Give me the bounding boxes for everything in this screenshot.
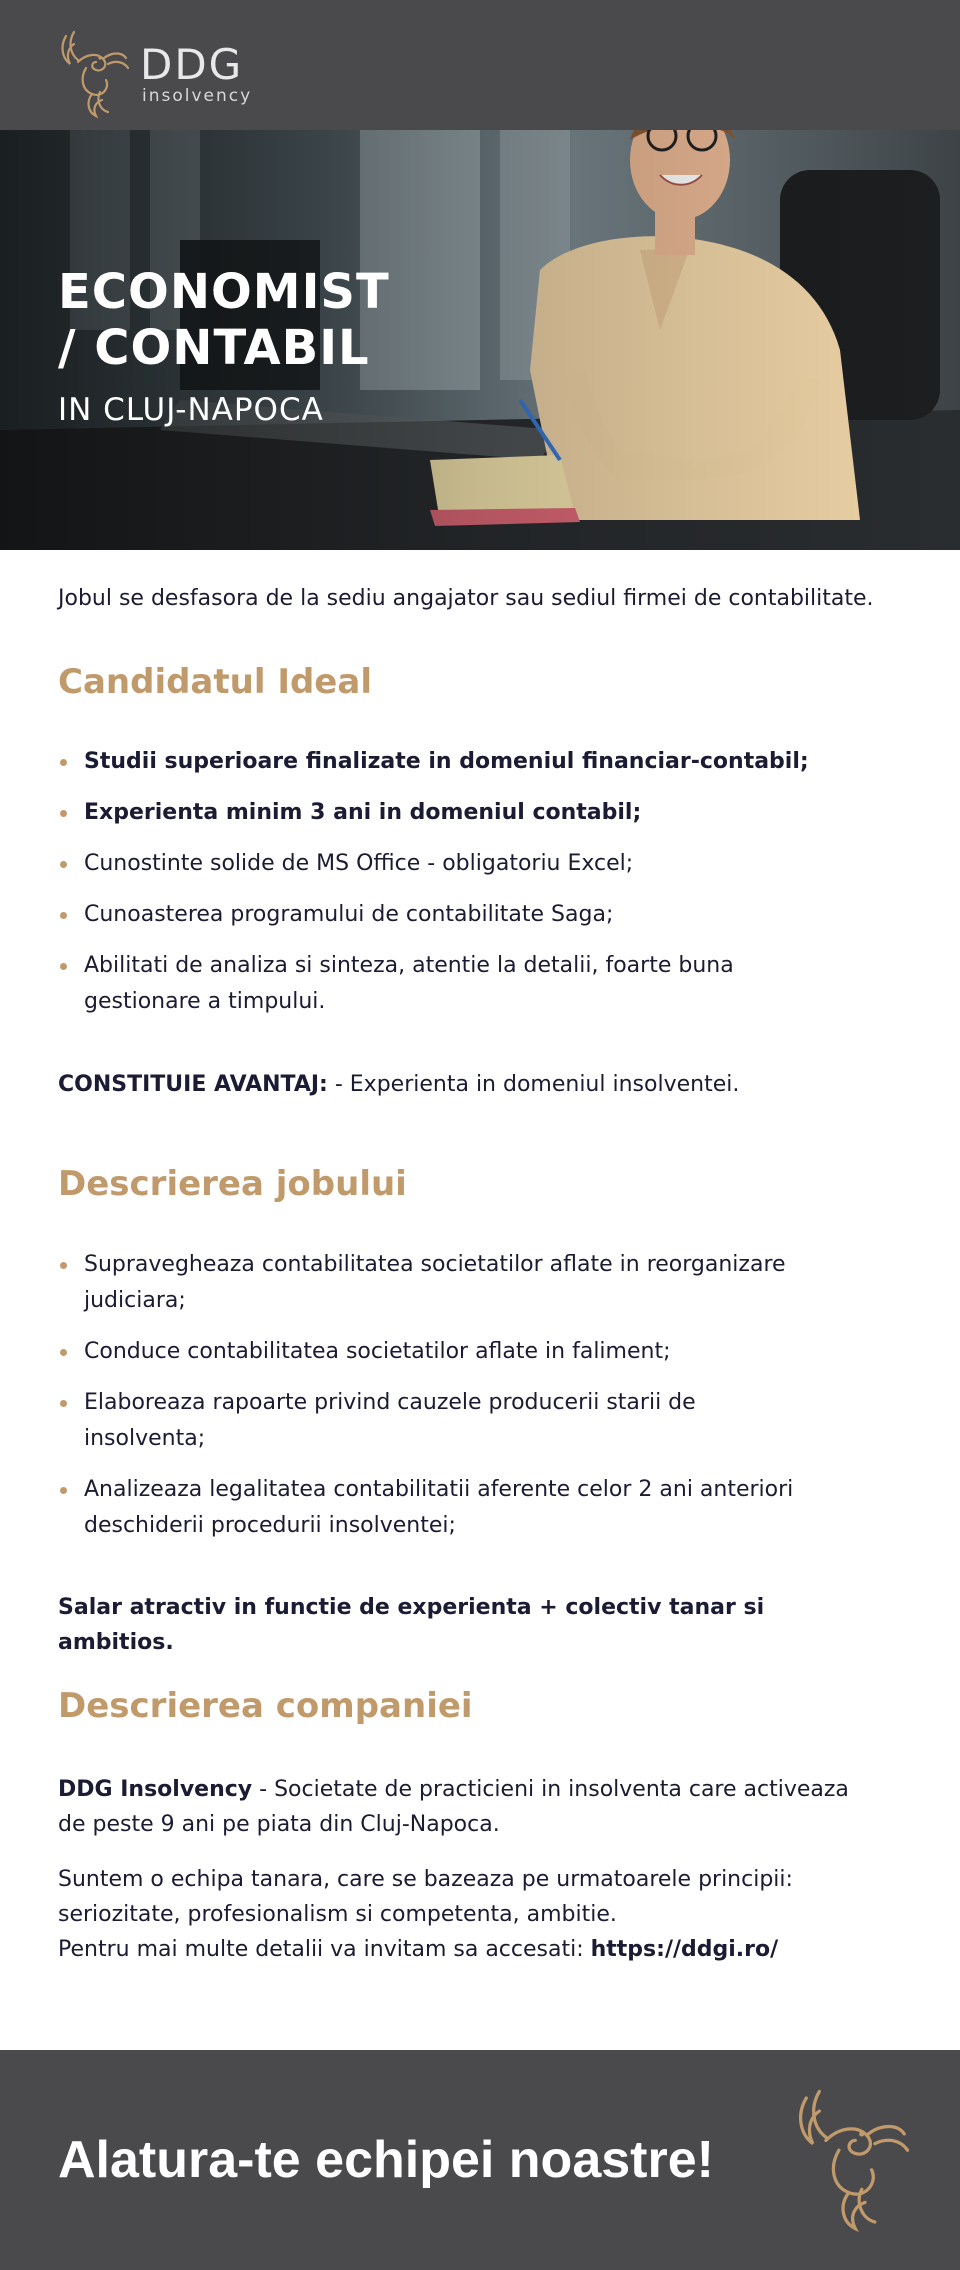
- company-values-line1: Suntem o echipa tanara, care se bazeaza pe urmatoarele principii:: [58, 1867, 793, 1892]
- company-name: DDG Insolvency: [58, 1777, 253, 1802]
- link-prefix: Pentru mai multe detalii va invitam sa accesati:: [58, 1937, 591, 1962]
- candidate-list: [58, 744, 818, 1035]
- list-item: Cunoasterea programului de contabilitate Saga;: [58, 897, 818, 933]
- brand-name: DDG: [140, 40, 244, 89]
- cta-text: Alatura-te echipei noastre!: [58, 2131, 714, 2189]
- header-bar: [0, 0, 960, 130]
- section-title-company: Descrierea companiei: [58, 1686, 473, 1726]
- footer-bar: [0, 2050, 960, 2270]
- company-values: [58, 1862, 878, 1967]
- list-item: Analizeaza legalitatea contabilitatii aferente celor 2 ani anteriori deschiderii procedurii insolventei;: [58, 1472, 818, 1544]
- list-item: Studii superioare finalizate in domeniul financiar-contabil;: [58, 744, 818, 780]
- advantage-value: - Experienta in domeniul insolventei.: [327, 1072, 740, 1097]
- job-list: [58, 1247, 818, 1559]
- hero-location: IN CLUJ-NAPOCA: [58, 392, 324, 428]
- list-item: Elaboreaza rapoarte privind cauzele producerii starii de insolventa;: [58, 1385, 818, 1457]
- hero-title-line1: ECONOMIST: [58, 264, 390, 320]
- company-values-line2: seriozitate, profesionalism si competenta, ambitie.: [58, 1902, 617, 1927]
- hero-title: [58, 264, 478, 376]
- salary-text: Salar atractiv in functie de experienta + colectiv tanar si ambitios.: [58, 1595, 765, 1655]
- brand-subtitle: insolvency: [142, 86, 253, 106]
- phoenix-logo-icon: [790, 2080, 914, 2240]
- hero-title-line2: / CONTABIL: [58, 320, 370, 376]
- company-description: [58, 1772, 858, 1842]
- intro-text: Jobul se desfasora de la sediu angajator sau sediul firmei de contabilitate.: [58, 586, 874, 611]
- brand-logo[interactable]: [56, 28, 252, 120]
- phoenix-logo-icon: [56, 28, 132, 120]
- advantage-label: CONSTITUIE AVANTAJ:: [58, 1072, 328, 1097]
- website-link[interactable]: https://ddgi.ro/: [590, 1937, 779, 1962]
- list-item: Conduce contabilitatea societatilor aflate in faliment;: [58, 1334, 818, 1370]
- list-item: Cunostinte solide de MS Office - obligatoriu Excel;: [58, 846, 818, 882]
- section-title-candidate: Candidatul Ideal: [58, 662, 372, 702]
- section-title-job: Descrierea jobului: [58, 1164, 407, 1204]
- list-item: Supravegheaza contabilitatea societatilor aflate in reorganizare judiciara;: [58, 1247, 818, 1319]
- hero-banner: [0, 130, 960, 550]
- advantage-text: [58, 1067, 878, 1102]
- company-desc: - Societate de practicieni in insolventa care activeaza de peste 9 ani pe piata din Cluj-Napoca.: [58, 1777, 849, 1837]
- list-item: Experienta minim 3 ani in domeniul contabil;: [58, 795, 818, 831]
- list-item: Abilitati de analiza si sinteza, atentie la detalii, foarte buna gestionare a timpului.: [58, 948, 818, 1020]
